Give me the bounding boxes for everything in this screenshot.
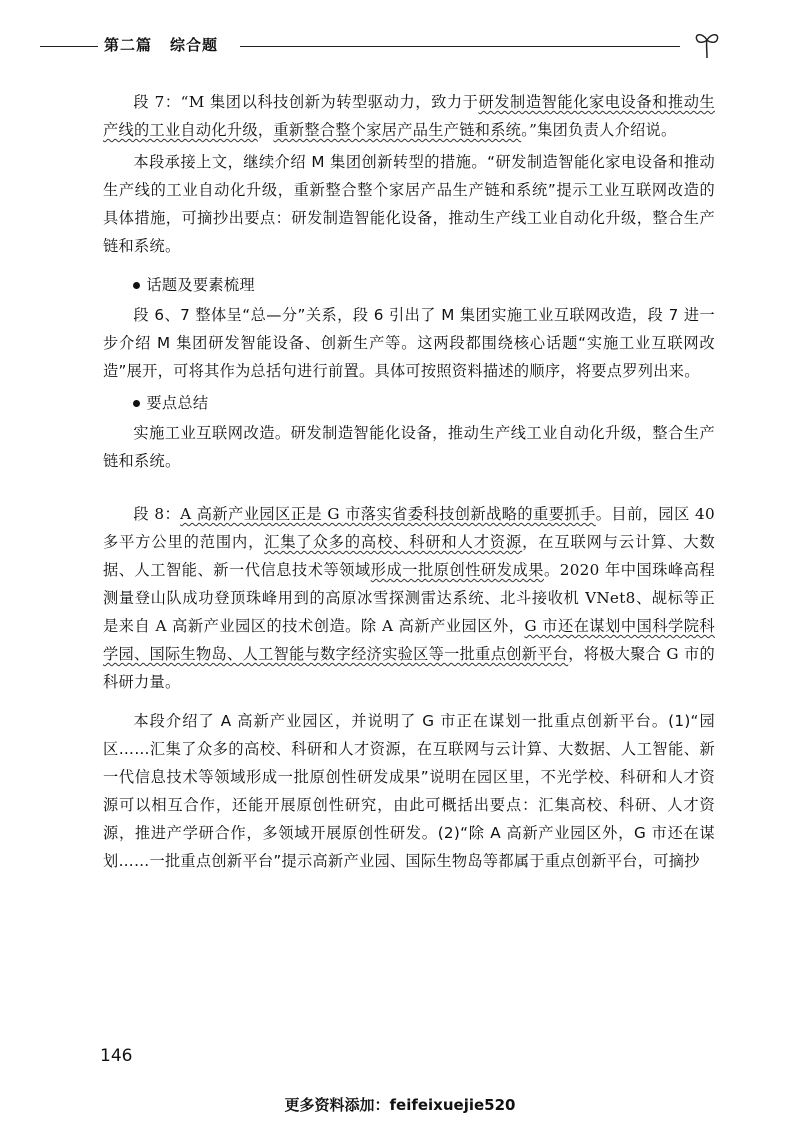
page-body xyxy=(103,88,715,886)
paragraph-8 xyxy=(103,500,715,696)
sprout-logo-icon xyxy=(690,30,724,60)
bullet-summary xyxy=(103,389,715,417)
paragraph-label: 段 8： xyxy=(133,505,181,523)
topic-text: 段 6、7 整体呈“总—分”关系，段 6 引出了 M 集团实施工业互联网改造，段 7 进一步介绍 M 集团研发智能设备、创新生产等。这两段都围绕核心话题“实施工业互联网改造”展开，可将其作为总括句进行前置。具体可按照资料描述的顺序，将要点罗列出来。 xyxy=(103,306,715,380)
header-rule-left xyxy=(40,46,98,47)
underlined-phrase: G 市还在谋划中国科学院科学园、国际生物岛、人工智能与数字经济实验区等一批重点创新平台 xyxy=(103,617,715,663)
underlined-phrase: 重新整合整个家居产品生产链和系统 xyxy=(273,121,522,139)
underlined-phrase: 研发制造智能化家电设备和推动生产线的工业自动化升级 xyxy=(103,93,715,139)
text-run: 。目前，园区 40 多平方公里的范围内， xyxy=(103,505,715,551)
underlined-phrase: 汇集了众多的高校、科研和人才资源 xyxy=(264,533,523,551)
bullet-label: 要点总结 xyxy=(146,394,209,412)
footer-note: 更多资料添加：feifeixuejie520 xyxy=(284,1096,516,1114)
header-title xyxy=(104,34,236,55)
text-run: “M 集团以科技创新为转型驱动力，致力于 xyxy=(180,93,479,111)
text-run: ，在互联网与云计算、大数据、人工智能、新一代信息技术等领域 xyxy=(103,533,715,579)
paragraph-label: 段 7： xyxy=(133,93,181,111)
text-run: 。2020 年中国珠峰高程测量登山队成功登顶珠峰用到的高原冰雪探测雷达系统、北斗接收机 VNet8、觇标等正是来自 A 高新产业园区的技术创造。除 A 高新产业园区外， xyxy=(103,561,715,635)
text-run: ，将极大聚合 G 市的科研力量。 xyxy=(103,645,716,691)
text-run: 。”集团负责人介绍说。 xyxy=(521,121,677,139)
underlined-phrase: A 高新产业园区正是 G 市落实省委科技创新战略的重要抓手 xyxy=(180,505,596,523)
underlined-phrase: 形成一批原创性研发成果 xyxy=(370,561,544,579)
paragraph-7 xyxy=(103,88,715,144)
header-section: 第二篇 xyxy=(104,36,153,54)
summary-text: 实施工业互联网改造。研发制造智能化设备，推动生产线工业自动化升级，整合生产链和系统。 xyxy=(103,424,715,470)
page-number: 146 xyxy=(100,1046,133,1066)
bullet-topic xyxy=(103,271,715,299)
running-header xyxy=(40,30,740,62)
bullet-dot-icon xyxy=(133,400,140,407)
analysis-7: 本段承接上文，继续介绍 M 集团创新转型的措施。“研发制造智能化家电设备和推动生产线的工业自动化升级，重新整合整个家居产品生产链和系统”提示工业互联网改造的具体措施，可摘抄出要点：研发制造智能化设备，推动生产线工业自动化升级，整合生产链和系统。 xyxy=(103,153,715,255)
bullet-label: 话题及要素梳理 xyxy=(146,276,255,294)
header-rule-right xyxy=(240,46,680,47)
header-title-text: 综合题 xyxy=(170,36,219,54)
analysis-8: 本段介绍了 A 高新产业园区，并说明了 G 市正在谋划一批重点创新平台。(1)“园区……汇集了众多的高校、科研和人才资源，在互联网与云计算、大数据、人工智能、新一代信息技术等领域形成一批原创性研发成果”说明在园区里，不光学校、科研和人才资源可以相互合作，还能开展原创性研究，由此可概括出要点：汇集高校、科研、人才资源，推进产学研合作，多领域开展原创性研发。(2)“除 A 高新产业园区外，G 市还在谋划……一批重点创新平台”提示高新产业园、国际生物岛等都属于重点创新平台，可摘抄 xyxy=(103,712,715,870)
text-run: ， xyxy=(257,121,274,139)
bullet-dot-icon xyxy=(133,282,140,289)
